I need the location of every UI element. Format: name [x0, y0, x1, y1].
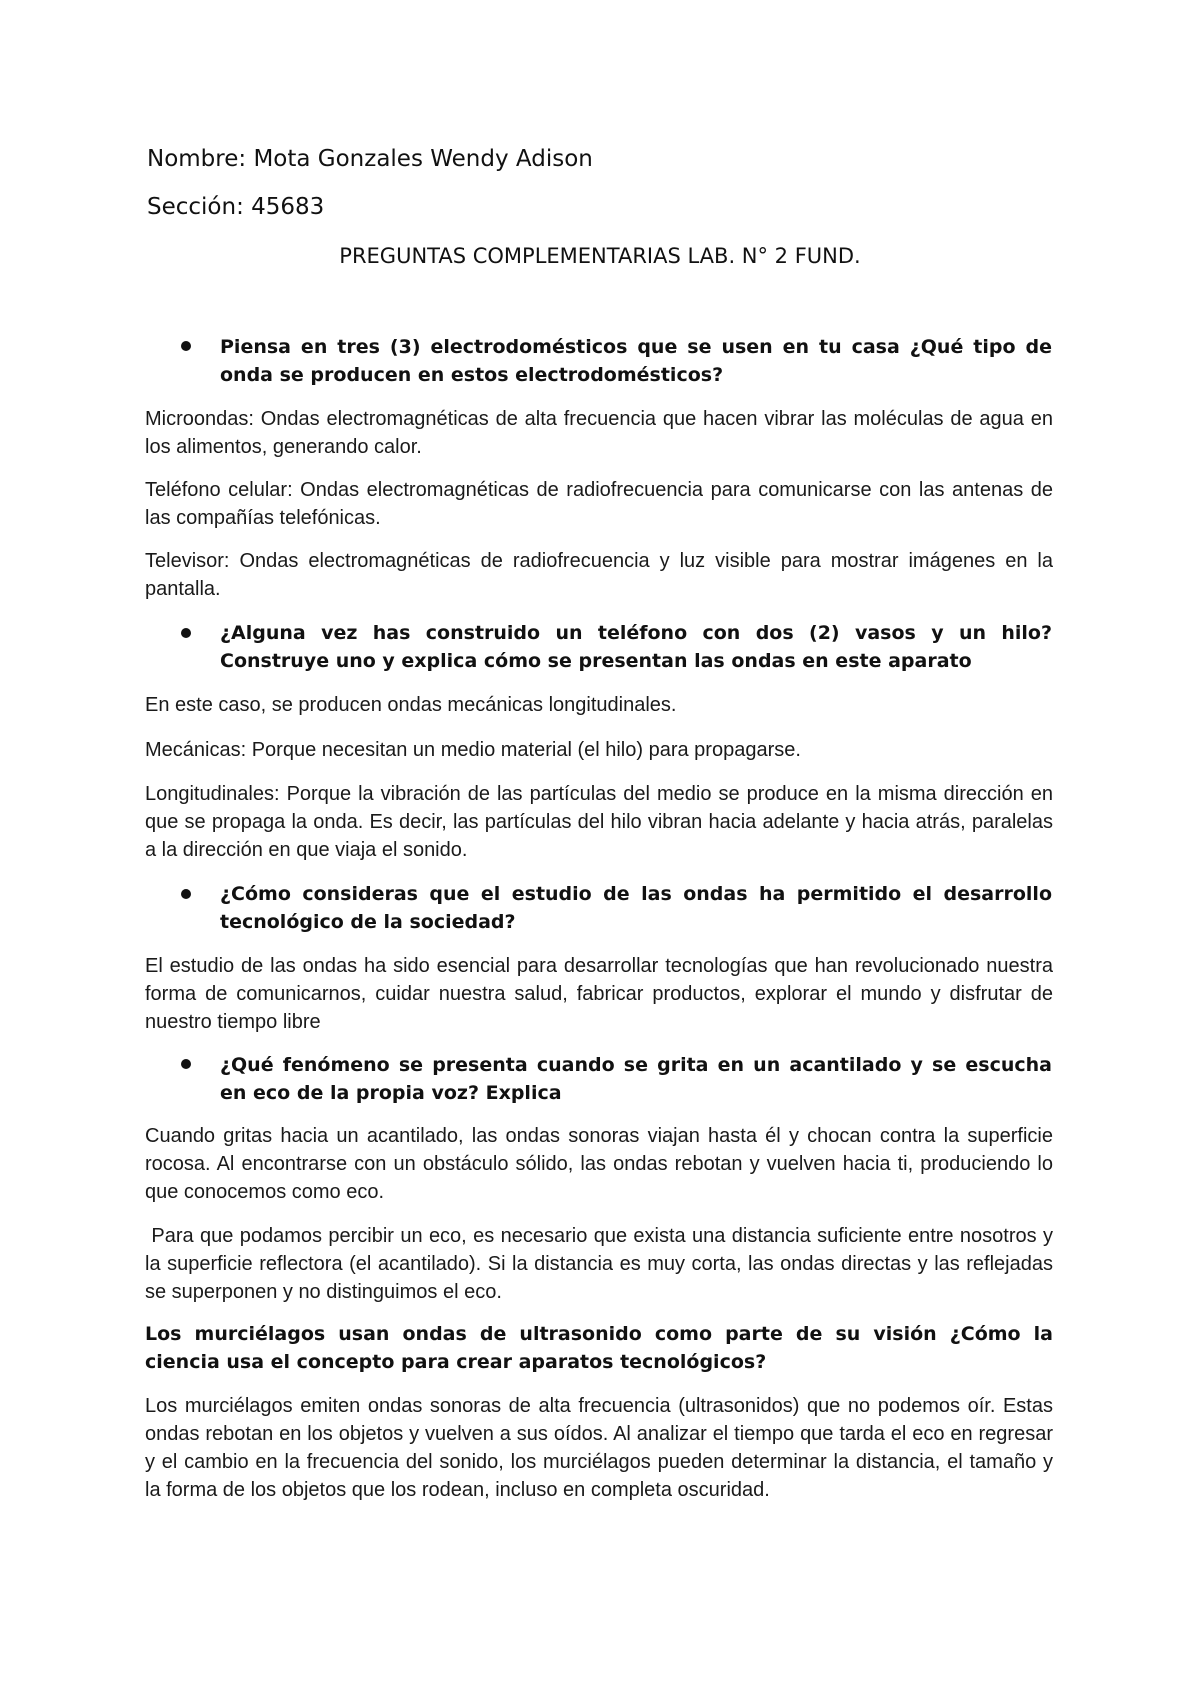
answer-3: El estudio de las ondas ha sido esencial para desarrollar tecnologías que han revolucionado nuestra forma de comunicarnos, cuidar nuestra salud, fabricar productos, explorar el mundo y disfrutar de nuestro tiempo libre	[145, 955, 1053, 1033]
answer-2-mecanicas: Mecánicas: Porque necesitan un medio material (el hilo) para propagarse.	[145, 739, 801, 761]
bullet-icon	[181, 889, 191, 899]
bullet-icon	[181, 341, 191, 351]
section-number: Sección: 45683	[147, 194, 325, 220]
answer-1-microondas: Microondas: Ondas electromagnéticas de alta frecuencia que hacen vibrar las moléculas de agua en los alimentos, generando calor.	[145, 408, 1053, 458]
answer-2-intro: En este caso, se producen ondas mecánicas longitudinales.	[145, 694, 677, 716]
document-title: PREGUNTAS COMPLEMENTARIAS LAB. N° 2 FUND.	[339, 244, 861, 268]
question-2: ¿Alguna vez has construido un teléfono con dos (2) vasos y un hilo? Construye uno y explica cómo se presentan las ondas en este aparato	[220, 622, 1052, 672]
question-5: Los murciélagos usan ondas de ultrasonido como parte de su visión ¿Cómo la ciencia usa el concepto para crear aparatos tecnológicos?	[145, 1323, 1053, 1373]
question-4: ¿Qué fenómeno se presenta cuando se grita en un acantilado y se escucha en eco de la propia voz? Explica	[220, 1054, 1052, 1104]
answer-1-televisor: Televisor: Ondas electromagnéticas de radiofrecuencia y luz visible para mostrar imágenes en la pantalla.	[145, 550, 1053, 600]
answer-1-telefono: Teléfono celular: Ondas electromagnéticas de radiofrecuencia para comunicarse con las antenas de las compañías telefónicas.	[145, 479, 1053, 529]
question-1: Piensa en tres (3) electrodomésticos que se usen en tu casa ¿Qué tipo de onda se producen en estos electrodomésticos?	[220, 336, 1052, 386]
bullet-icon	[181, 1059, 191, 1069]
question-3: ¿Cómo consideras que el estudio de las ondas ha permitido el desarrollo tecnológico de la sociedad?	[220, 883, 1052, 933]
answer-5: Los murciélagos emiten ondas sonoras de alta frecuencia (ultrasonidos) que no podemos oír. Estas ondas rebotan en los objetos y vuelven a sus oídos. Al analizar el tiempo que tarda el eco en regresar y el cambio en la frecuencia del sonido, los murciélagos pueden determinar la distancia, el tamaño y la forma de los objetos que los rodean, incluso en completa oscuridad.	[145, 1395, 1053, 1501]
answer-4-distancia: Para que podamos percibir un eco, es necesario que exista una distancia suficiente entre nosotros y la superficie reflectora (el acantilado). Si la distancia es muy corta, las ondas directas y las reflejadas se superponen y no distinguimos el eco.	[145, 1225, 1059, 1303]
student-name: Nombre: Mota Gonzales Wendy Adison	[147, 146, 593, 172]
answer-4-eco: Cuando gritas hacia un acantilado, las ondas sonoras viajan hasta él y chocan contra la superficie rocosa. Al encontrarse con un obstáculo sólido, las ondas rebotan y vuelven hacia ti, produciendo lo que conocemos como eco.	[145, 1125, 1053, 1203]
answer-2-longitudinales: Longitudinales: Porque la vibración de las partículas del medio se produce en la misma dirección en que se propaga la onda. Es decir, las partículas del hilo vibran hacia adelante y hacia atrás, paralelas a la dirección en que viaja el sonido.	[145, 783, 1053, 861]
bullet-icon	[181, 628, 191, 638]
